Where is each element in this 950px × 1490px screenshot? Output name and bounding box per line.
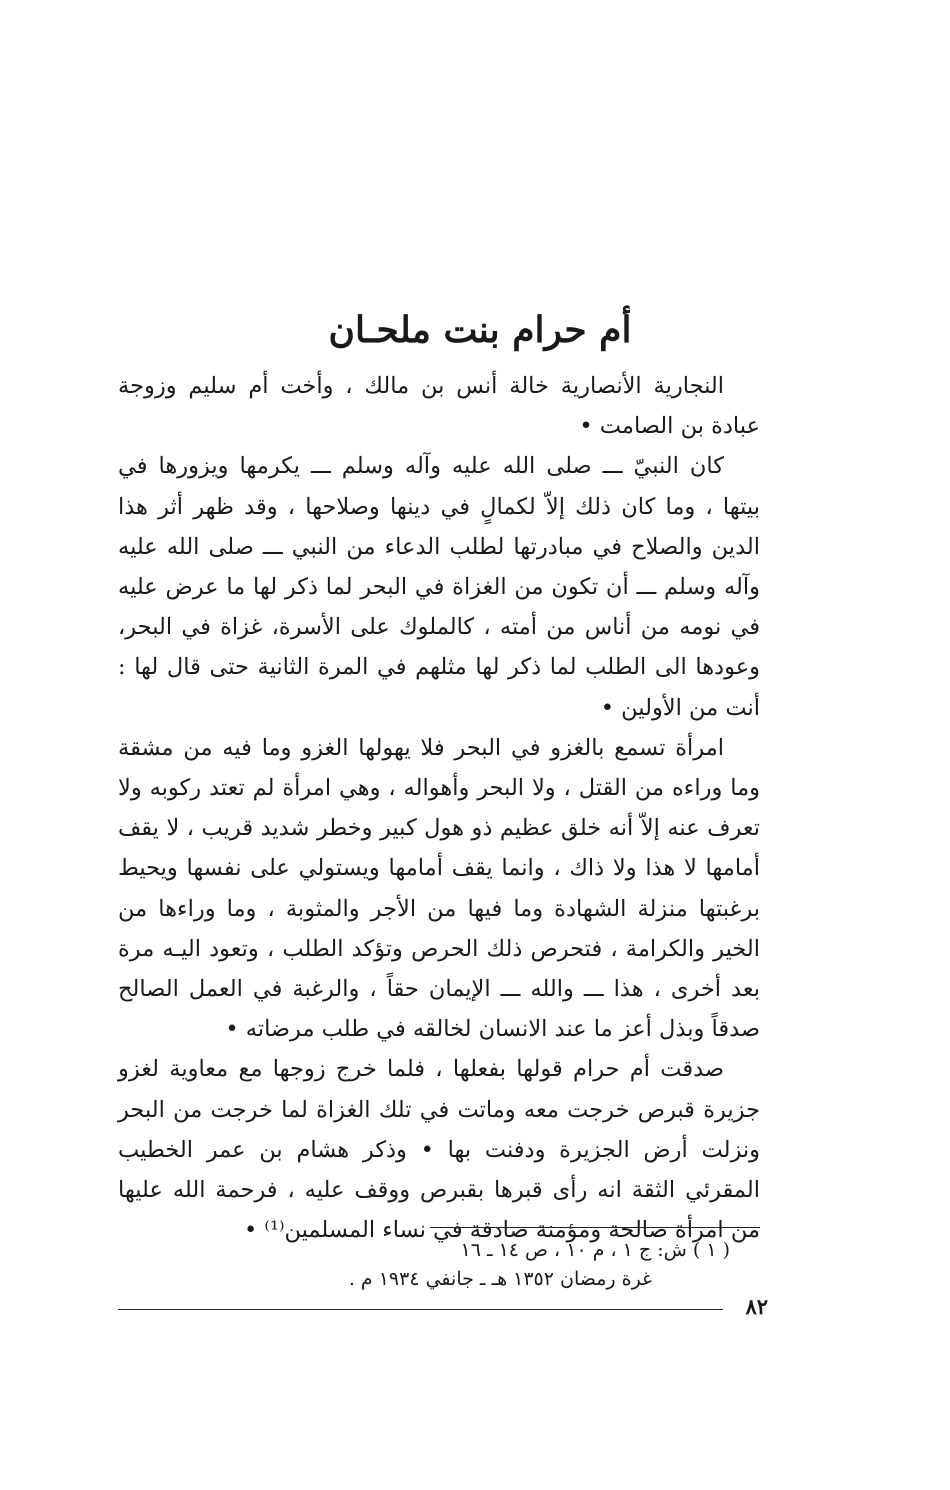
page-title: أم حرام بنت ملحـان xyxy=(328,309,632,351)
paragraph-cyprus: صدقت أم حرام قولها بفعلها ، فلما خرج زوجها مع معاوية لغزو جزيرة قبرص خرجت معه وماتت في تلك الغزاة لما خرجت من البحر ونزلت أرض الجزيرة ودفنت بها • وذكر هشام بن عمر الخطيب المقرئي الثقة انه رأى قبرها بقبرص ووقف عليه ، فرحمة الله عليها من امرأة صالحة ومؤمنة صادقة في نساء المسلمين⁽¹⁾ • xyxy=(118,1056,760,1244)
paragraph-intro: النجارية الأنصارية خالة أنس بن مالك ، وأخت أم سليم وزوجة عبادة بن الصامت • xyxy=(118,373,760,440)
page-number: ٨٢ xyxy=(745,1294,768,1319)
page-footer xyxy=(118,1292,768,1322)
footnote-date: غرة رمضان ١٣٥٢ هـ ـ جانفي ١٩٣٤ م . xyxy=(348,1268,652,1290)
footer-rule xyxy=(118,1309,723,1310)
footnote-source: ( ١ ) ش: ج ١ ، م ١٠ ، ص ١٤ ـ ١٦ xyxy=(460,1239,730,1261)
article-body xyxy=(118,366,760,1250)
footnotes xyxy=(200,1236,760,1294)
paragraph-sea-expedition: امرأة تسمع بالغزو في البحر فلا يهولها الغزو وما فيه من مشقة وما وراءه من القتل ، ولا البحر وأهواله ، وهي امرأة لم تعتد ركوبه ولا تعرف عنه إلاّ أنه خلق عظيم ذو هول كبير وخطر شديد قريب ، لا يقف أمامها لا هذا ولا ذاك ، وانما يقف أمامها ويستولي على نفسها ويحيط برغبتها منزلة الشهادة وما فيها من الأجر والمثوبة ، وما وراءها من الخير والكرامة ، فتحرص ذلك الحرص وتؤكد الطلب ، وتعود اليـه مرة بعد أخرى ، هذا ـــ والله ـــ الإيمان حقاً ، والرغبة في العمل الصالح صدقاً وبذل أعز ما عند الانسان لخالقه في طلب مرضاته • xyxy=(118,734,760,1043)
footnote-separator xyxy=(430,1227,760,1228)
paragraph-prophet-visits: كان النبيّ ـــ صلى الله عليه وآله وسلم ـــ يكرمها ويزورها في بيتها ، وما كان ذلك إلاّ لكمالٍ في دينها وصلاحها ، وقد ظهر أثر هذا الدين والصلاح في مبادرتها لطلب الدعاء من النبي ـــ صلى الله عليه وآله وسلم ـــ أن تكون من الغزاة في البحر لما ذكر لها ما عرض عليه في نومه من أناس من أمته ، كالملوك على الأسرة، غزاة في البحر، وعودها الى الطلب لما ذكر لها مثلهم في المرة الثانية حتى قال لها : أنت من الأولين • xyxy=(118,453,760,721)
